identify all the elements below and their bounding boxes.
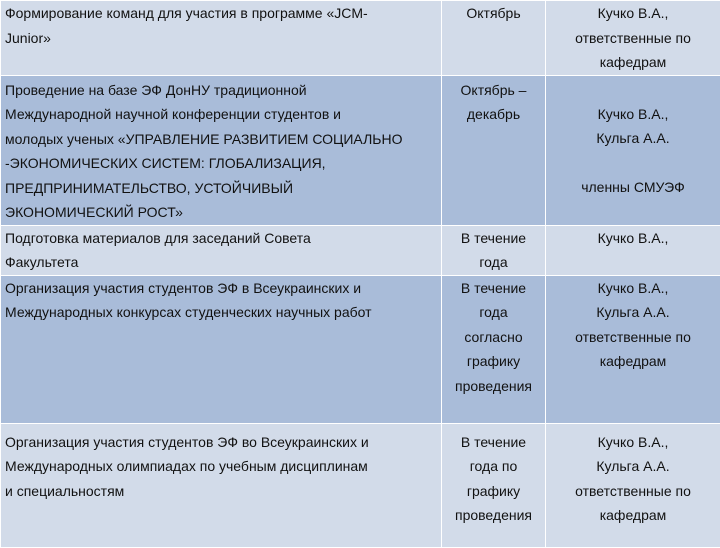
event-text: Факультета [5,250,437,275]
event-text: и специальностям [5,479,437,504]
date-text: согласно [446,325,541,350]
event-text: Проведение на базе ЭФ ДонНУ традиционной [5,78,437,103]
event-cell [1,423,442,547]
responsible-text: кафедрам [550,50,716,75]
event-text: ПРЕДПРИНИМАТЕЛЬСТВО, УСТОЙЧИВЫЙ [5,176,437,201]
date-text: В течение [446,430,541,455]
responsible-cell [546,1,720,76]
date-text: года [446,250,541,275]
responsible-text: Кучко В.А., [550,276,716,301]
table-row [1,275,720,423]
responsible-text: Кучко В.А., [550,102,716,127]
event-text: ЭКОНОМИЧЕСКИЙ РОСТ» [5,200,437,225]
event-text: Международных олимпиадах по учебным дисциплинам [5,454,437,479]
event-text: Организация участия студентов ЭФ во Всеукраинских и [5,430,437,455]
event-text: Junior» [5,26,437,51]
date-text: проведения [446,374,541,399]
event-text: Организация участия студентов ЭФ в Всеукраинских и [5,276,437,301]
date-text: В течение [446,276,541,301]
responsible-text: Кучко В.А., [550,430,716,455]
responsible-text: Кульга А.А. [550,454,716,479]
date-text: проведения [446,503,541,528]
date-text: года [446,300,541,325]
responsible-text: кафедрам [550,349,716,374]
table-row [1,75,720,225]
date-text: года по [446,454,541,479]
date-text: декабрь [446,102,541,127]
responsible-text: ответственные по [550,26,716,51]
date-text: Октябрь [446,1,541,26]
event-cell [1,75,442,225]
date-text: В течение [446,226,541,251]
responsible-text: членны СМУЭФ [550,175,716,200]
responsible-text: ответственные по [550,325,716,350]
event-text: Формирование команд для участия в программе «JCM- [5,1,437,26]
responsible-text: Кульга А.А. [550,300,716,325]
date-text: графику [446,349,541,374]
event-cell [1,225,442,275]
responsible-cell [546,423,720,547]
event-text: Подготовка материалов для заседаний Совета [5,226,437,251]
date-cell [442,225,546,275]
responsible-text: ответственные по [550,479,716,504]
responsible-text: кафедрам [550,503,716,528]
date-text: графику [446,479,541,504]
responsible-cell [546,225,720,275]
responsible-cell [546,75,720,225]
event-text: Международной научной конференции студентов и [5,102,437,127]
responsible-cell [546,275,720,423]
date-cell [442,75,546,225]
date-cell [442,1,546,76]
responsible-text: Кучко В.А., [550,226,716,251]
responsible-text: Кучко В.А., [550,1,716,26]
date-cell [442,423,546,547]
event-text: молодых ученых «УПРАВЛЕНИЕ РАЗВИТИЕМ СОЦИАЛЬНО [5,127,437,152]
event-cell [1,275,442,423]
date-text: Октябрь – [446,78,541,103]
table-row [1,423,720,547]
event-text: Международных конкурсах студенческих научных работ [5,300,437,325]
event-cell [1,1,442,76]
event-text: -ЭКОНОМИЧЕСКИХ СИСТЕМ: ГЛОБАЛИЗАЦИЯ, [5,151,437,176]
responsible-text: Кульга А.А. [550,126,716,151]
date-cell [442,275,546,423]
table-row [1,225,720,275]
table-row [1,1,720,76]
